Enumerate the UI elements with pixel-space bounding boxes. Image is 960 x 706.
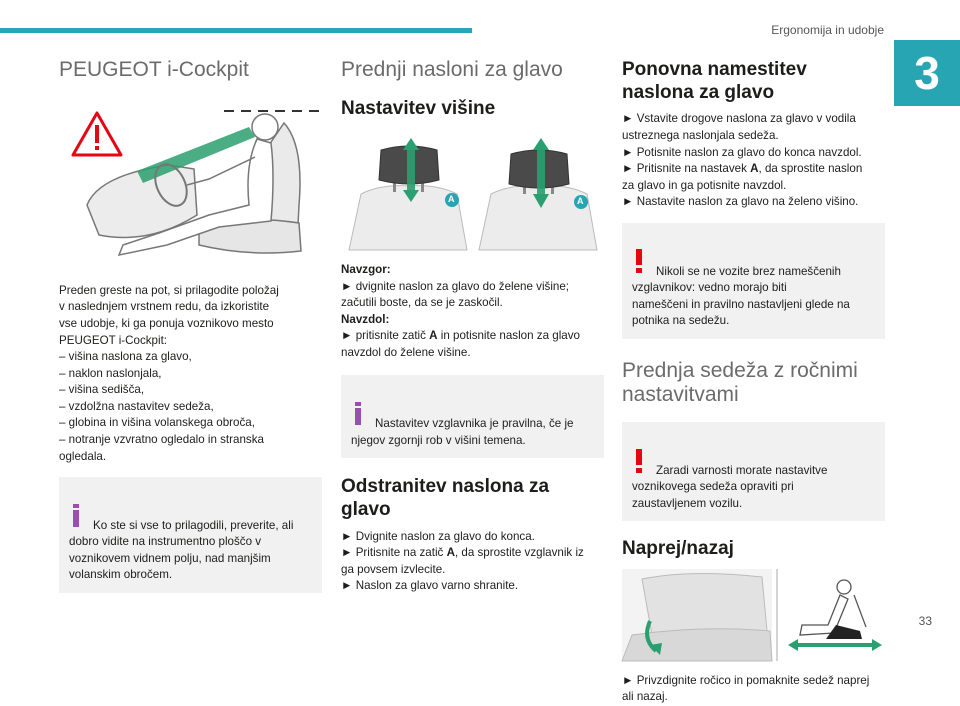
section-title-manual-seats: Prednja sedeža z ročnimi nastavitvami [622, 358, 858, 407]
warning-icon [632, 247, 648, 273]
top-accent-bar [0, 28, 472, 33]
remove-step-1: ► Dvignite naslon za glavo do konca. [341, 529, 535, 543]
headrest-drawing [341, 136, 604, 250]
remove-step-2: ► Pritisnite na zatič A, da sprostite vzglavnik iz ga povsem izvlecite. [341, 546, 584, 576]
warning-callout-text: Zaradi varnosti morate nastavitve voznikovega sedeža opraviti pri zaustavljenem vozilu. [632, 463, 828, 510]
info-icon [69, 502, 85, 528]
forward-backward-text: ► Privzdignite ročico in pomaknite sedež naprej ali nazaj. [622, 673, 870, 704]
down-text: ► pritisnite zatič A in potisnite naslon za glavo navzdol do želene višine. [341, 329, 580, 359]
up-text: ► dvignite naslon za glavo do želene višine; začutili boste, da se je zaskočil. [341, 279, 570, 310]
down-heading: Navzdol: [341, 312, 390, 326]
remove-instructions [341, 529, 604, 595]
remove-step-3: ► Naslon za glavo varno shranite. [341, 579, 519, 593]
seat-slide-drawing [622, 569, 885, 661]
refit-steps-2: ► Pritisnite na nastavek A, da sprostite naslon za glavo in ga potisnite navzdol. ► Nastavite naslon za glavo na želeno višino. [622, 162, 863, 209]
page-number: 33 [918, 614, 932, 628]
section-title-headrests: Prednji nasloni za glavo [341, 58, 563, 81]
warning-triangle-icon [73, 113, 121, 155]
warning-callout-headrest [622, 223, 885, 339]
column-i-cockpit [59, 50, 322, 593]
info-callout-text: Ko ste si vse to prilagodili, preverite, ali dobro vidite na instrumentno ploščo v voznikovem vidnem polju, nad manjšim volanskim obročem. [69, 519, 294, 582]
info-icon [351, 400, 367, 426]
info-callout-cockpit [59, 477, 322, 593]
warning-icon [632, 447, 648, 473]
column-refit-seats [622, 50, 885, 706]
chapter-badge: 3 [894, 40, 960, 106]
seat-slide-figure [788, 580, 882, 651]
cockpit-illustration [59, 105, 322, 265]
cockpit-body-text: Preden greste na pot, si prilagodite položaj v naslednjem vrstnem redu, da izkoristite vse udobje, ki ga ponuja voznikovo mesto PEUGEOT i-Cockpit: – višina naslona za glavo, – naklon naslonjala, – višina sedišča, – vzdolžna nastavitev sedeža, – globina in višina volanskega obroča, – notranje vzvratno ogledalo in stranska ogledala. [59, 283, 279, 463]
subtitle-refit-headrest: Ponovna namestitev naslona za glavo [622, 59, 807, 104]
seat-lever-figure [622, 569, 772, 661]
seat-slide-illustration [622, 569, 885, 661]
subtitle-remove-headrest: Odstranitev naslona za glavo [341, 476, 550, 521]
up-down-instructions [341, 262, 604, 361]
running-head: Ergonomija in udobje [771, 23, 884, 37]
subtitle-forward-backward: Naprej/nazaj [622, 538, 734, 560]
label-a-right: A [577, 195, 584, 206]
headrest-down-figure [479, 138, 597, 250]
refit-steps-1: ► Vstavite drogove naslona za glavo v vodila ustreznega naslonjala sedeža. ► Potisnite naslon za glavo do konca navzdol. [622, 112, 862, 159]
info-callout-text: Nastavitev vzglavnika je pravilna, če je njegov zgornji rob v višini temena. [351, 417, 574, 447]
refit-instructions [622, 111, 885, 210]
driver-seat-drawing [59, 105, 322, 265]
subtitle-height-adjust: Nastavitev višine [341, 97, 496, 119]
up-heading: Navzgor: [341, 262, 391, 276]
column-headrests [341, 50, 604, 595]
headrest-illustrations [341, 136, 604, 250]
info-callout-headrest [341, 375, 604, 458]
section-title-i-cockpit: PEUGEOT i-Cockpit [59, 58, 249, 81]
label-a-left: A [448, 193, 455, 204]
warning-callout-text: Nikoli se ne vozite brez nameščenih vzglavnikov: vedno morajo biti nameščeni in pravilno nastavljeni glede na potnika na sedežu. [632, 264, 850, 328]
warning-callout-seat [622, 422, 885, 521]
